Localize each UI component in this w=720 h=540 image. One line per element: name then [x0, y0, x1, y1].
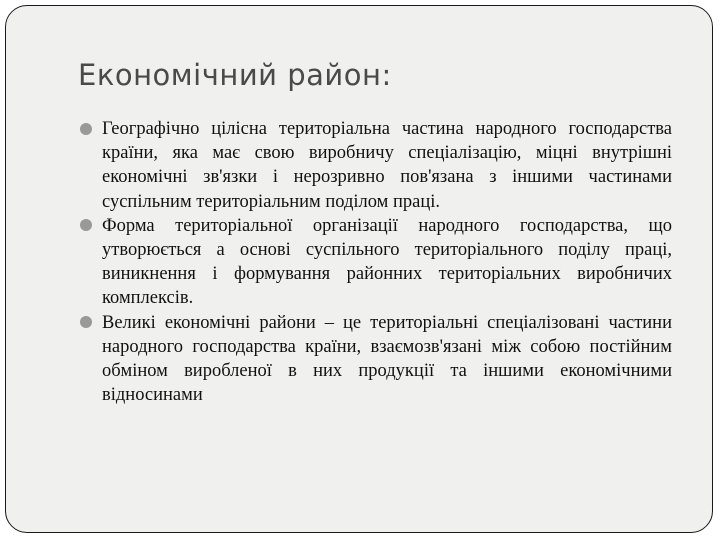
- bullet-list: [78, 117, 672, 407]
- slide-title: Економічний район:: [78, 58, 392, 92]
- bullet-text: Великі економічні райони – це територіальні спеціалізовані частини народного господарства країни, взаємозв'язані між собою постійним обміном виробленої в них продукції та іншими економічними відносинами: [102, 312, 672, 406]
- bullet-item: [78, 311, 672, 408]
- bullet-text: Форма територіальної організації народного господарства, що утворюється а основі суспільного територіального поділу праці, виникнення і формування районних територіальних виробничих комплексів.: [102, 215, 672, 309]
- circle-bullet-icon: [80, 219, 92, 231]
- bullet-text: Географічно цілісна територіальна частина народного господарства країни, яка має свою виробничу спеціалізацію, міцні внутрішні економічні зв'язки і нерозривно пов'язана з іншими частинами суспільним територіальним поділом праці.: [102, 119, 672, 212]
- circle-bullet-icon: [80, 123, 92, 135]
- bullet-item: [78, 214, 672, 311]
- bullet-item: [78, 117, 672, 214]
- circle-bullet-icon: [80, 316, 92, 328]
